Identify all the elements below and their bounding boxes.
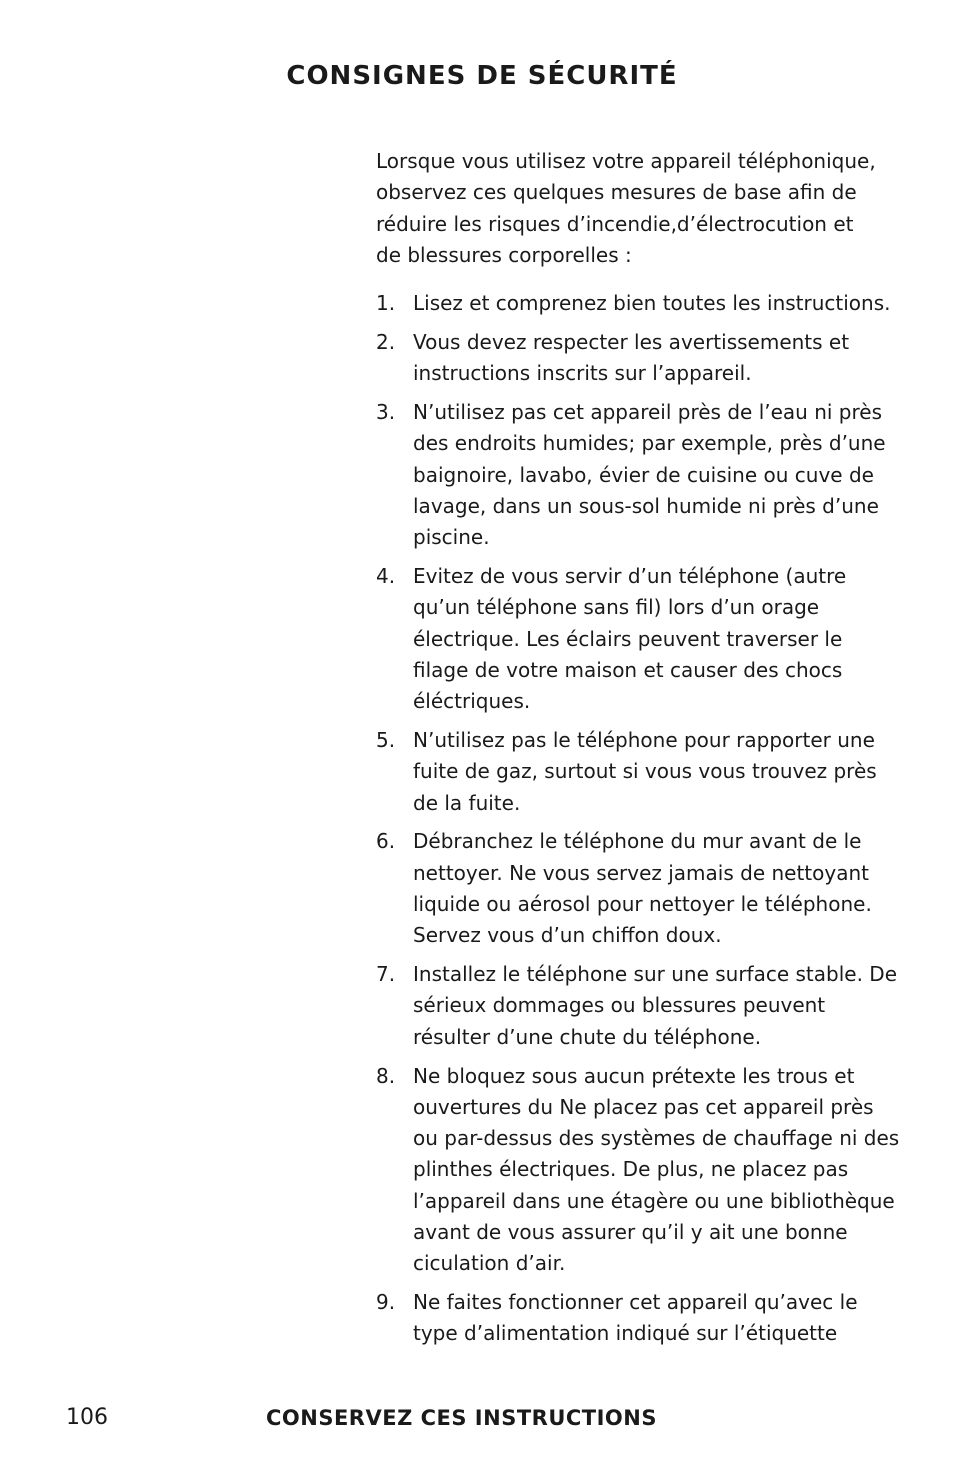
item-number: 7. — [376, 962, 396, 987]
list-item — [376, 959, 904, 1053]
safety-instructions-list — [376, 288, 904, 1350]
list-item — [376, 1061, 904, 1280]
item-number: 3. — [376, 400, 396, 425]
item-text: Ne faites fonctionner cet appareil qu’avec le type d’alimentation indiqué sur l’étiquette — [413, 1290, 858, 1346]
list-item — [376, 725, 904, 819]
item-number: 9. — [376, 1290, 396, 1315]
list-item — [376, 826, 904, 951]
item-number: 5. — [376, 728, 396, 753]
page-number: 106 — [66, 1405, 108, 1430]
item-text: Vous devez respecter les avertissements et instructions inscrits sur l’appareil. — [413, 329, 850, 386]
intro-paragraph: Lorsque vous utilisez votre appareil téléphonique, observez ces quelques mesures de base afin de réduire les risques d’incendie,d’électrocution et de blessures corporelles : — [376, 149, 876, 267]
item-text: N’utilisez pas cet appareil près de l’eau ni près des endroits humides; par exemple, près d’une baignoire, lavabo, évier de cuisine ou cuve de lavage, dans un sous-sol humide ni près d’une piscine. — [413, 400, 886, 550]
list-item — [376, 288, 904, 319]
footer-note: CONSERVEZ CES INSTRUCTIONS — [266, 1406, 657, 1430]
safety-content — [376, 146, 904, 1357]
item-text: Evitez de vous servir d’un téléphone (autre qu’un téléphone sans fil) lors d’un orage électrique. Les éclairs peuvent traverser le filage de votre maison et causer des chocs éléctriques. — [413, 564, 847, 714]
item-text: Ne bloquez sous aucun prétexte les trous et ouvertures du Ne placez pas cet appareil près ou par-dessus des systèmes de chauffage ni des plinthes électriques. De plus, ne placez pas l’appareil dans une étagère ou une bibliothèque avant de vous assurer qu’il y ait une bonne ciculation d’air. — [413, 1063, 900, 1276]
item-text: Débranchez le téléphone du mur avant de le nettoyer. Ne vous servez jamais de nettoyant liquide ou aérosol pour nettoyer le téléphone. Servez vous d’un chiffon doux. — [413, 829, 872, 948]
list-item — [376, 1287, 904, 1350]
item-number: 2. — [376, 329, 396, 354]
list-item — [376, 561, 904, 717]
item-text: Lisez et comprenez bien toutes les instructions. — [413, 291, 891, 316]
item-text: N’utilisez pas le téléphone pour rapporter une fuite de gaz, surtout si vous vous trouvez près de la fuite. — [413, 728, 877, 815]
list-item — [376, 397, 904, 553]
item-number: 1. — [376, 291, 396, 316]
item-text: Installez le téléphone sur une surface stable. De sérieux dommages ou blessures peuvent résulter d’une chute du téléphone. — [413, 962, 897, 1049]
list-item — [376, 327, 904, 390]
item-number: 8. — [376, 1063, 396, 1088]
page-title: CONSIGNES DE SÉCURITÉ — [286, 61, 678, 91]
item-number: 4. — [376, 564, 396, 589]
item-number: 6. — [376, 829, 396, 854]
